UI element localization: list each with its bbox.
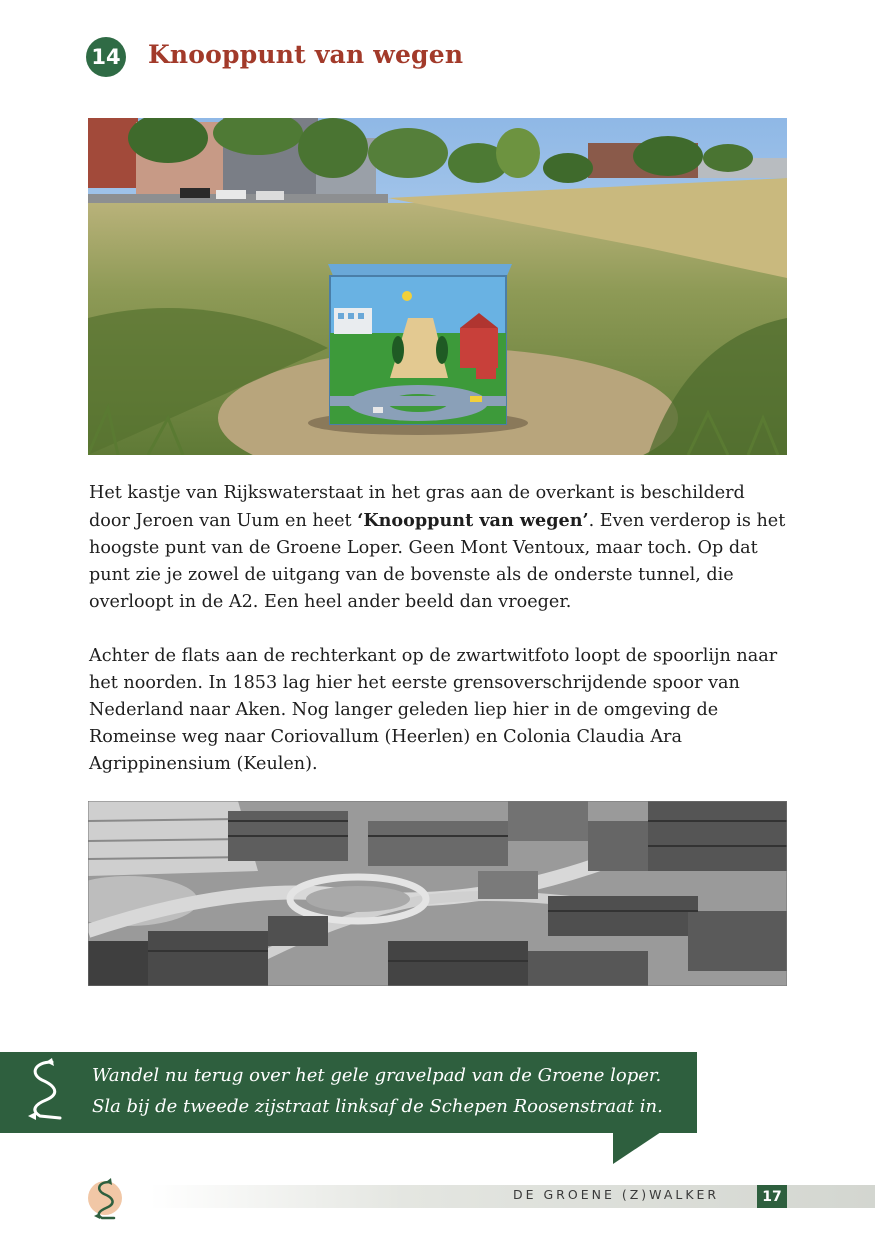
photo-aerial-black-white: [88, 801, 787, 986]
paragraph-1-part1: Het kastje van Rijkswaterstaat in het gras aan de overkant is beschilderd door Jeroen van Uum en heet: [89, 483, 745, 531]
page-number: 17: [757, 1185, 787, 1208]
footer-publication-label: DE GROENE (Z)WALKER: [513, 1187, 720, 1202]
callout-text: [92, 1060, 692, 1122]
chapter-number-badge: [86, 37, 126, 77]
artwork-title: ‘Knooppunt van wegen’: [357, 510, 589, 531]
photo-painted-utility-box: [88, 118, 787, 455]
page-title: Knooppunt van wegen: [148, 40, 464, 69]
walker-logo-icon: [86, 1176, 126, 1220]
callout-tail: [613, 1132, 661, 1164]
body-paragraph-2: Achter de flats aan de rechterkant op de zwartwitfoto loopt de spoorlijn naar het noorden. In 1853 lag hier het eerste grensoverschrijdende spoor van Nederland naar Aken. Nog langer geleden liep hier in de omgeving de Romeinse weg naar Coriovallum (Heerlen) en Colonia Claudia Ara Agrippinensium (Keulen).: [89, 646, 778, 774]
chapter-number: 14: [91, 45, 121, 69]
body-paragraph-1: [89, 480, 789, 616]
callout-line-2: Sla bij de tweede zijstraat linksaf de Schepen Roosenstraat in.: [92, 1096, 663, 1117]
paragraph-1-part2: . Even verderop is het hoogste punt van de Groene Loper. Geen Mont Ventoux, maar toch. Op dat punt zie je zowel de uitgang van de bovenste als de onderste tunnel, die overloopt in de A2. Een heel ander beeld dan vroeger.: [89, 511, 786, 612]
walking-route-icon: [20, 1058, 72, 1124]
callout-line-1: Wandel nu terug over het gele gravelpad van de Groene loper.: [92, 1065, 662, 1086]
